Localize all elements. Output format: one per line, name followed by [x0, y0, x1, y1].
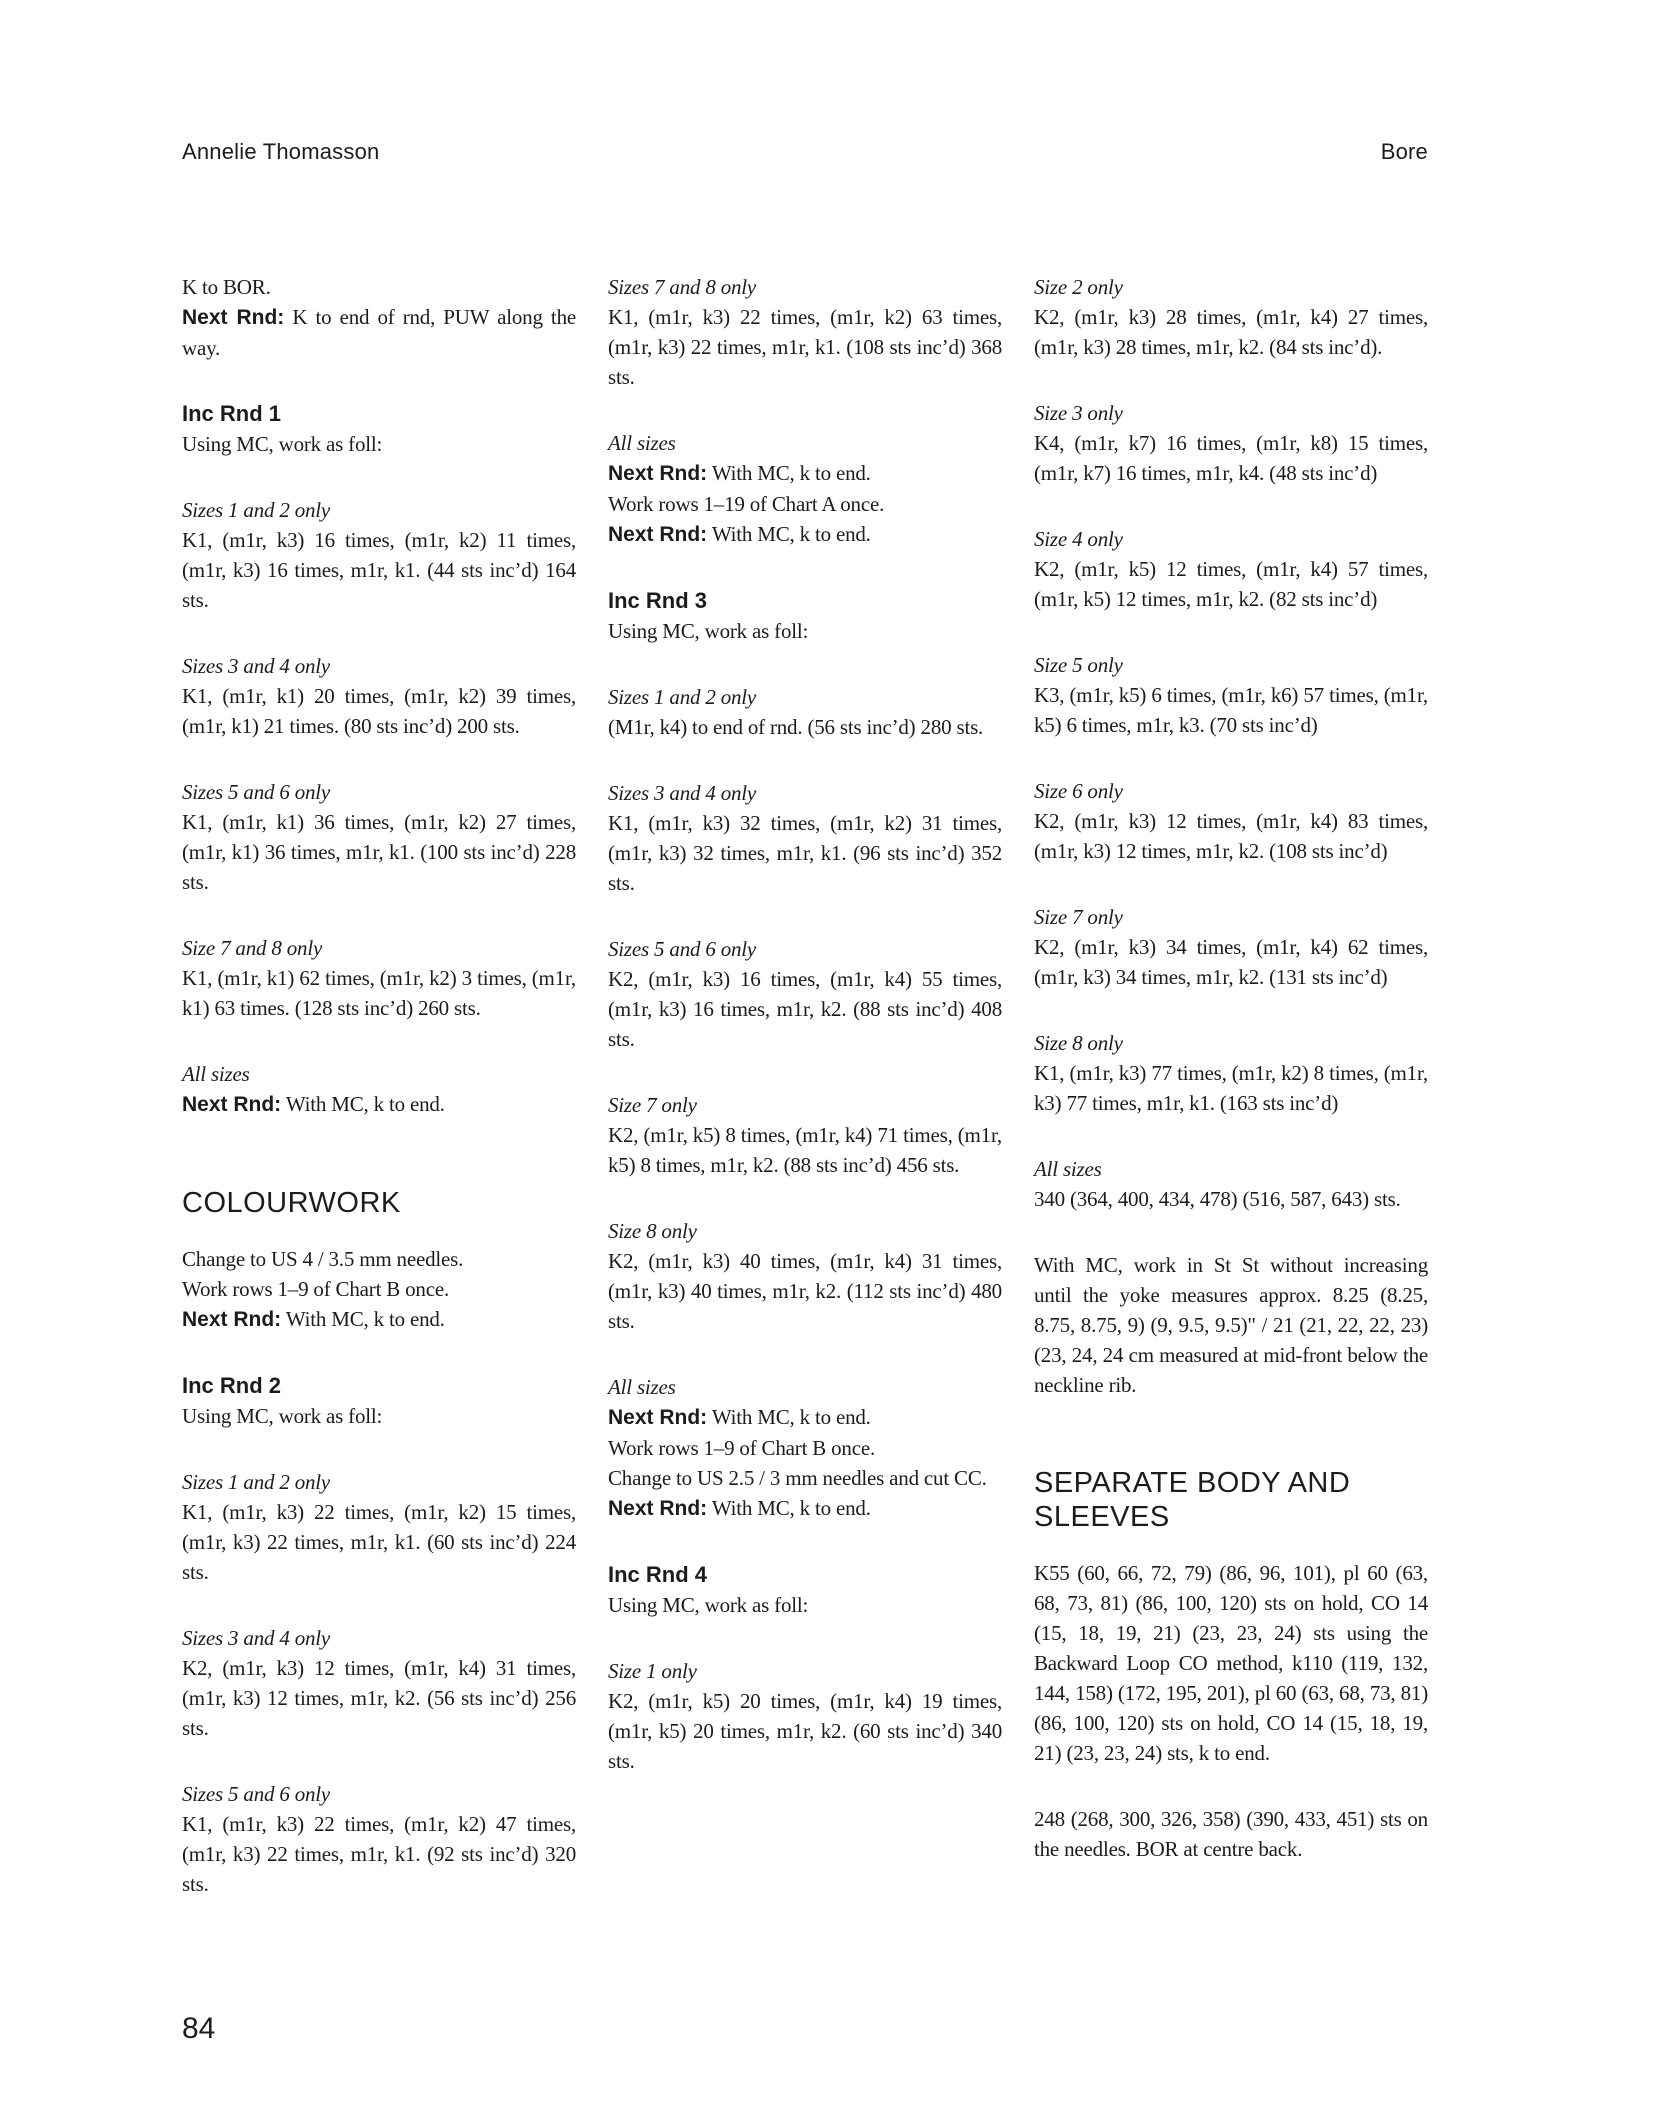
- text-line: [1034, 1250, 1428, 1400]
- round-section: [182, 399, 576, 459]
- column-2: [608, 272, 1002, 1935]
- size-section: [182, 1467, 576, 1587]
- instruction-text: 248 (268, 300, 326, 358) (390, 433, 451) sts on the needles. BOR at centre back.: [1034, 1807, 1428, 1861]
- instruction-text: K1, (m1r, k3) 77 times, (m1r, k2) 8 times, (m1r, k3) 77 times, m1r, k1. (163 sts inc’d): [1034, 1061, 1428, 1115]
- instruction-text: K55 (60, 66, 72, 79) (86, 96, 101), pl 60 (63, 68, 73, 81) (86, 100, 120) sts on hold, CO 14 (15, 18, 19, 21) (23, 23, 24) sts using the Backward Loop CO method, k110 (119, 132, 144, 158) (172, 195, 201), pl 60 (63, 68, 73, 81) (86, 100, 120) sts on hold, CO 14 (15, 18, 19, 21) (23, 23, 24) sts, k to end.: [1034, 1561, 1428, 1765]
- instruction-text: Using MC, work as foll:: [182, 432, 383, 456]
- text-line: [1034, 932, 1428, 992]
- size-heading: Size 3 only: [1034, 401, 1123, 425]
- instruction-text: Work rows 1–9 of Chart B once.: [182, 1277, 450, 1301]
- size-heading: Size 8 only: [1034, 1031, 1123, 1055]
- section-heading-block: [1034, 1466, 1428, 1534]
- text-line: [182, 681, 576, 741]
- text-line: [1034, 1804, 1428, 1864]
- text-line: [1034, 680, 1428, 740]
- round-label: Next Rnd:: [182, 1308, 282, 1331]
- size-section: [182, 651, 576, 741]
- instruction-text: Using MC, work as foll:: [608, 619, 809, 643]
- instruction-text: K1, (m1r, k1) 62 times, (m1r, k2) 3 times, (m1r, k1) 63 times. (128 sts inc’d) 260 sts.: [182, 966, 576, 1020]
- instruction-text: Using MC, work as foll:: [608, 1593, 809, 1617]
- size-section: [182, 777, 576, 897]
- instruction-text: K2, (m1r, k5) 8 times, (m1r, k4) 71 times, (m1r, k5) 8 times, m1r, k2. (88 sts inc’d) 456 sts.: [608, 1123, 1002, 1177]
- round-label: Next Rnd:: [608, 1497, 708, 1520]
- size-heading: Size 2 only: [1034, 275, 1123, 299]
- text-line: [1034, 806, 1428, 866]
- text-line: [1034, 1558, 1428, 1768]
- paragraph: [1034, 1558, 1428, 1768]
- instruction-text: K1, (m1r, k1) 36 times, (m1r, k2) 27 times, (m1r, k1) 36 times, m1r, k1. (100 sts inc’d) 228 sts.: [182, 810, 576, 894]
- size-section: [182, 1779, 576, 1899]
- text-line: [608, 1433, 1002, 1463]
- round-label: Next Rnd:: [608, 523, 708, 546]
- size-section: [608, 428, 1002, 550]
- instruction-text: Change to US 2.5 / 3 mm needles and cut CC.: [608, 1466, 987, 1490]
- paragraph: [182, 1244, 576, 1335]
- instruction-text: With MC, k to end.: [707, 1405, 871, 1429]
- text-line: [608, 519, 1002, 550]
- pattern-title: Bore: [1380, 139, 1428, 164]
- text-line: [608, 1493, 1002, 1524]
- page-number: 84: [182, 2012, 216, 2045]
- instruction-text: K2, (m1r, k3) 28 times, (m1r, k4) 27 times, (m1r, k3) 28 times, m1r, k2. (84 sts inc’d).: [1034, 305, 1428, 359]
- text-line: [182, 1304, 576, 1335]
- size-heading: Sizes 5 and 6 only: [182, 1782, 331, 1806]
- size-section: [1034, 776, 1428, 866]
- size-section: [608, 778, 1002, 898]
- instruction-text: K1, (m1r, k3) 16 times, (m1r, k2) 11 times, (m1r, k3) 16 times, m1r, k1. (44 sts inc’d) 164 sts.: [182, 528, 576, 612]
- instruction-text: K1, (m1r, k3) 22 times, (m1r, k2) 15 times, (m1r, k3) 22 times, m1r, k1. (60 sts inc’d) 224 sts.: [182, 1500, 576, 1584]
- text-line: [608, 1120, 1002, 1180]
- size-section: [608, 934, 1002, 1054]
- text-line: [608, 808, 1002, 898]
- text-line: [608, 964, 1002, 1054]
- column-1: [182, 272, 576, 1935]
- size-section: [1034, 1028, 1428, 1118]
- text-line: [608, 1463, 1002, 1493]
- size-section: [182, 1059, 576, 1120]
- instruction-text: K2, (m1r, k5) 20 times, (m1r, k4) 19 times, (m1r, k5) 20 times, m1r, k2. (60 sts inc’d) 340 sts.: [608, 1689, 1002, 1773]
- instruction-text: K1, (m1r, k3) 32 times, (m1r, k2) 31 times, (m1r, k3) 32 times, m1r, k1. (96 sts inc’d) 352 sts.: [608, 811, 1002, 895]
- size-heading: Size 8 only: [608, 1219, 697, 1243]
- instruction-text: Using MC, work as foll:: [182, 1404, 383, 1428]
- instruction-text: K to BOR.: [182, 275, 271, 299]
- text-line: [182, 429, 576, 459]
- text-line: [608, 1402, 1002, 1433]
- instruction-text: With MC, k to end.: [707, 461, 871, 485]
- text-line: [182, 1274, 576, 1304]
- text-line: [1034, 1058, 1428, 1118]
- size-heading: Sizes 1 and 2 only: [182, 498, 331, 522]
- page-header: [182, 138, 1428, 166]
- instruction-text: With MC, k to end.: [707, 522, 871, 546]
- paragraph: [1034, 1250, 1428, 1400]
- text-line: [182, 525, 576, 615]
- round-section: [608, 1560, 1002, 1620]
- column-3: [1034, 272, 1428, 1935]
- round-section: [182, 1371, 576, 1431]
- text-line: [1034, 1184, 1428, 1214]
- instruction-text: K to end of rnd, PUW along the way.: [182, 305, 576, 360]
- instruction-text: K3, (m1r, k5) 6 times, (m1r, k6) 57 times, (m1r, k5) 6 times, m1r, k3. (70 sts inc’d): [1034, 683, 1428, 737]
- text-line: [182, 807, 576, 897]
- text-line: [1034, 302, 1428, 362]
- size-heading: Sizes 1 and 2 only: [608, 685, 757, 709]
- text-line: [182, 272, 576, 302]
- section-heading: COLOURWORK: [182, 1187, 401, 1219]
- page-footer: [182, 2014, 215, 2044]
- size-section: [182, 495, 576, 615]
- instruction-text: K2, (m1r, k3) 40 times, (m1r, k4) 31 times, (m1r, k3) 40 times, m1r, k2. (112 sts inc’d) 480 sts.: [608, 1249, 1002, 1333]
- inc-heading: Inc Rnd 4: [608, 1562, 708, 1587]
- size-heading: All sizes: [1034, 1157, 1102, 1181]
- instruction-text: Work rows 1–19 of Chart A once.: [608, 492, 885, 516]
- size-heading: Sizes 7 and 8 only: [608, 275, 757, 299]
- instruction-text: K2, (m1r, k3) 34 times, (m1r, k4) 62 times, (m1r, k3) 34 times, m1r, k2. (131 sts inc’d): [1034, 935, 1428, 989]
- size-section: [1034, 650, 1428, 740]
- round-label: Next Rnd:: [608, 1406, 708, 1429]
- text-line: [608, 458, 1002, 489]
- size-heading: Size 4 only: [1034, 527, 1123, 551]
- instruction-text: With MC, k to end.: [281, 1092, 445, 1116]
- size-section: [182, 1623, 576, 1743]
- text-line: [608, 712, 1002, 742]
- text-line: [608, 616, 1002, 646]
- size-heading: All sizes: [608, 431, 676, 455]
- size-heading: Size 1 only: [608, 1659, 697, 1683]
- size-heading: All sizes: [182, 1062, 250, 1086]
- instruction-text: (M1r, k4) to end of rnd. (56 sts inc’d) 280 sts.: [608, 715, 984, 739]
- instruction-text: K1, (m1r, k3) 22 times, (m1r, k2) 63 times, (m1r, k3) 22 times, m1r, k1. (108 sts inc’d) 368 sts.: [608, 305, 1002, 389]
- size-section: [1034, 272, 1428, 362]
- instruction-text: K1, (m1r, k3) 22 times, (m1r, k2) 47 times, (m1r, k3) 22 times, m1r, k1. (92 sts inc’d) 320 sts.: [182, 1812, 576, 1896]
- size-heading: Sizes 3 and 4 only: [182, 1626, 331, 1650]
- size-heading: Sizes 5 and 6 only: [608, 937, 757, 961]
- text-line: [1034, 554, 1428, 614]
- section-heading: SEPARATE BODY AND SLEEVES: [1034, 1467, 1351, 1533]
- instruction-text: With MC, k to end.: [707, 1496, 871, 1520]
- size-section: [608, 272, 1002, 392]
- round-label: Next Rnd:: [182, 1093, 282, 1116]
- instruction-text: Work rows 1–9 of Chart B once.: [608, 1436, 876, 1460]
- paragraph: [182, 272, 576, 363]
- text-line: [1034, 428, 1428, 488]
- size-section: [608, 1372, 1002, 1524]
- instruction-text: With MC, k to end.: [281, 1307, 445, 1331]
- round-label: Next Rnd:: [608, 462, 708, 485]
- text-line: [182, 1653, 576, 1743]
- text-line: [182, 1809, 576, 1899]
- size-section: [1034, 524, 1428, 614]
- size-section: [608, 1090, 1002, 1180]
- text-line: [182, 1401, 576, 1431]
- text-line: [608, 1686, 1002, 1776]
- size-section: [182, 933, 576, 1023]
- size-section: [1034, 1154, 1428, 1214]
- size-heading: Size 5 only: [1034, 653, 1123, 677]
- size-heading: Sizes 3 and 4 only: [608, 781, 757, 805]
- size-heading: Size 6 only: [1034, 779, 1123, 803]
- size-section: [608, 682, 1002, 742]
- text-line: [182, 963, 576, 1023]
- author-name: Annelie Thomasson: [182, 139, 380, 164]
- instruction-text: Change to US 4 / 3.5 mm needles.: [182, 1247, 464, 1271]
- text-columns: [182, 272, 1428, 1935]
- text-line: [608, 1246, 1002, 1336]
- size-heading: Size 7 only: [608, 1093, 697, 1117]
- text-line: [182, 302, 576, 363]
- instruction-text: 340 (364, 400, 434, 478) (516, 587, 643) sts.: [1034, 1187, 1401, 1211]
- section-heading-block: [182, 1186, 576, 1220]
- round-section: [608, 586, 1002, 646]
- size-section: [608, 1656, 1002, 1776]
- size-heading: Sizes 1 and 2 only: [182, 1470, 331, 1494]
- inc-heading: Inc Rnd 1: [182, 401, 282, 426]
- size-section: [1034, 902, 1428, 992]
- size-heading: Size 7 and 8 only: [182, 936, 323, 960]
- instruction-text: With MC, work in St St without increasing until the yoke measures approx. 8.25 (8.25, 8.75, 8.75, 9) (9, 9.5, 9.5)" / 21 (21, 22, 22, 23) (23, 24, 24 cm measured at mid-front below the neckline rib.: [1034, 1253, 1428, 1397]
- text-line: [608, 302, 1002, 392]
- size-section: [608, 1216, 1002, 1336]
- instruction-text: K2, (m1r, k3) 12 times, (m1r, k4) 31 times, (m1r, k3) 12 times, m1r, k2. (56 sts inc’d) 256 sts.: [182, 1656, 576, 1740]
- instruction-text: K2, (m1r, k3) 12 times, (m1r, k4) 83 times, (m1r, k3) 12 times, m1r, k2. (108 sts inc’d): [1034, 809, 1428, 863]
- instruction-text: K2, (m1r, k5) 12 times, (m1r, k4) 57 times, (m1r, k5) 12 times, m1r, k2. (82 sts inc’d): [1034, 557, 1428, 611]
- instruction-text: K2, (m1r, k3) 16 times, (m1r, k4) 55 times, (m1r, k3) 16 times, m1r, k2. (88 sts inc’d) 408 sts.: [608, 967, 1002, 1051]
- size-heading: Size 7 only: [1034, 905, 1123, 929]
- inc-heading: Inc Rnd 2: [182, 1373, 282, 1398]
- instruction-text: K4, (m1r, k7) 16 times, (m1r, k8) 15 times, (m1r, k7) 16 times, m1r, k4. (48 sts inc’d): [1034, 431, 1428, 485]
- size-section: [1034, 398, 1428, 488]
- text-line: [182, 1497, 576, 1587]
- size-heading: All sizes: [608, 1375, 676, 1399]
- text-line: [608, 489, 1002, 519]
- instruction-text: K1, (m1r, k1) 20 times, (m1r, k2) 39 times, (m1r, k1) 21 times. (80 sts inc’d) 200 sts.: [182, 684, 576, 738]
- inc-heading: Inc Rnd 3: [608, 588, 708, 613]
- round-label: Next Rnd:: [182, 306, 285, 329]
- size-heading: Sizes 5 and 6 only: [182, 780, 331, 804]
- paragraph: [1034, 1804, 1428, 1864]
- text-line: [608, 1590, 1002, 1620]
- size-heading: Sizes 3 and 4 only: [182, 654, 331, 678]
- text-line: [182, 1089, 576, 1120]
- text-line: [182, 1244, 576, 1274]
